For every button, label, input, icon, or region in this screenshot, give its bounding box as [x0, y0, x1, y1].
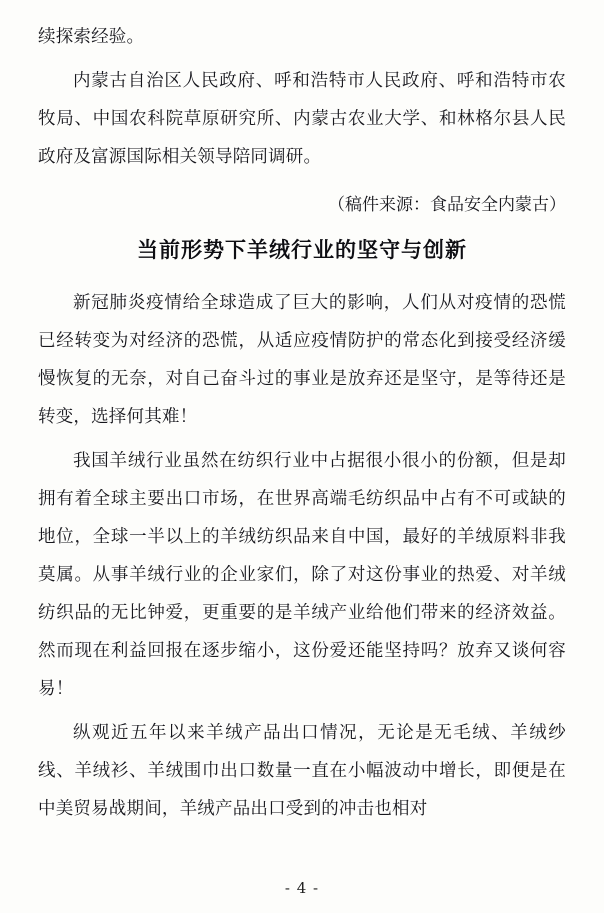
page-number: - 4 - [284, 879, 320, 897]
paragraph-continuation: 续探索经验。 [38, 27, 145, 47]
body-paragraph-2: 我国羊绒行业虽然在纺织行业中占据很小很小的份额，但是却拥有着全球主要出口市场，在世界高端毛纺织品中占有不可或缺的地位，全球一半以上的羊绒纺织品来自中国，最好的羊绒原料非我莫属。从事羊绒行业的企业家们，除了对这份事业的热爱、对羊绒纺织品的无比钟爱，更重要的是羊绒产业给他们带来的经济效益。然而现在利益回报在逐步缩小，这份爱还能坚持吗？放弃又谈何容易！ [38, 451, 566, 699]
paragraph-attendees: 内蒙古自治区人民政府、呼和浩特市人民政府、呼和浩特市农牧局、中国农科院草原研究所、内蒙古农业大学、和林格尔县人民政府及富源国际相关领导陪同调研。 [38, 71, 566, 167]
body-paragraph-1: 新冠肺炎疫情给全球造成了巨大的影响，人们从对疫情的恐慌已经转变为对经济的恐慌，从适应疫情防护的常态化到接受经济缓慢恢复的无奈，对自己奋斗过的事业是放弃还是坚守，是等待还是转变，选择何其难！ [38, 293, 566, 427]
source-note: （稿件来源：食品安全内蒙古） [328, 195, 566, 215]
article-heading: 当前形势下羊绒行业的坚守与创新 [137, 237, 467, 262]
body-paragraph-3: 纵观近五年以来羊绒产品出口情况，无论是无毛绒、羊绒纱线、羊绒衫、羊绒围巾出口数量一直在小幅波动中增长，即便是在中美贸易战期间，羊绒产品出口受到的冲击也相对 [38, 723, 566, 819]
